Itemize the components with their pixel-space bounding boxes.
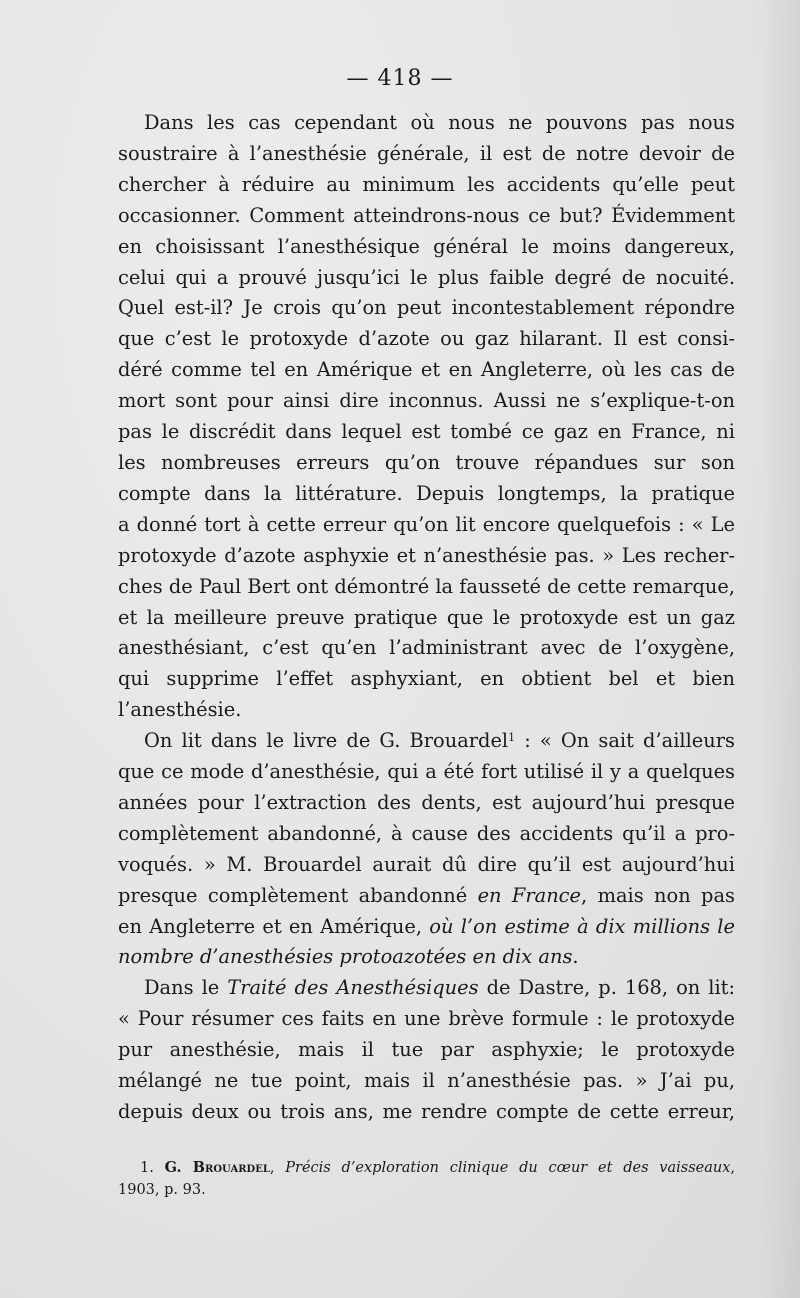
italic-text: en France xyxy=(477,883,582,907)
text-line: occasionner. Comment atteindrons-nous ce but? Évidemment xyxy=(118,203,735,227)
text-line xyxy=(118,942,735,973)
text-line: et la meilleure preuve pratique que le protoxyde est un gaz xyxy=(118,605,735,629)
text-line: déré comme tel en Amérique et en Angleterre, où les cas de xyxy=(118,358,735,382)
text-fragment: , mais non pas xyxy=(581,883,735,907)
italic-text: Traité des Anesthésiques xyxy=(227,976,479,1000)
text-line: pas le discrédit dans lequel est tombé ce gaz en France, ni xyxy=(118,420,735,444)
text-line: en choisissant l’anesthésique général le moins dangereux, xyxy=(118,234,735,258)
text-line: les nombreuses erreurs qu’on trouve répandues sur son xyxy=(118,450,735,474)
text-line: ches de Paul Bert ont démontré la fausseté de cette remarque, xyxy=(118,574,735,598)
text-line: que ce mode d’anesthésie, qui a été fort utilisé il y a quelques xyxy=(118,760,735,784)
text-line: que c’est le protoxyde d’azote ou gaz hilarant. Il est consi- xyxy=(118,327,735,351)
text-fragment: presque complètement abandonné xyxy=(118,883,478,907)
footnote-author: G. Brouardel xyxy=(164,1159,270,1176)
text-line xyxy=(118,881,735,912)
text-line: pur anesthésie, mais il tue par asphyxie; le protoxyde xyxy=(118,1038,735,1062)
text-line: Dans les cas cependant où nous ne pouvons pas nous xyxy=(144,111,735,134)
text-line: anesthésiant, c’est qu’en l’administrant avec de l’oxygène, xyxy=(118,636,735,660)
text-line: années pour l’extraction des dents, est aujourd’hui presque xyxy=(118,790,735,814)
body-text xyxy=(118,108,735,1128)
text-fragment: , xyxy=(269,1160,286,1176)
footnote-line: 1903, p. 93. xyxy=(118,1182,206,1198)
footnote-number: 1. xyxy=(140,1160,154,1176)
paragraph-3 xyxy=(118,973,735,1128)
page-number: — 418 — xyxy=(346,66,454,91)
footnote xyxy=(118,1157,735,1201)
paragraph-2 xyxy=(118,726,735,973)
italic-text: où l’on estime à dix millions le xyxy=(429,914,735,938)
text-line: depuis deux ou trois ans, me rendre compte de cette erreur, xyxy=(118,1100,735,1123)
text-fragment: . xyxy=(572,945,579,969)
text-line: chercher à réduire au minimum les accidents qu’elle peut xyxy=(118,172,735,196)
text-line: l’anesthésie. xyxy=(118,698,242,722)
text-line xyxy=(118,912,735,943)
text-line: mélangé ne tue point, mais il n’anesthésie pas. » J’ai pu, xyxy=(118,1069,735,1093)
footnote-title: Précis d’exploration clinique du cœur et des vaisseaux xyxy=(285,1160,731,1176)
text-line: complètement abandonné, à cause des accidents qu’il a pro- xyxy=(118,821,735,845)
text-line: mort sont pour ainsi dire inconnus. Aussi ne s’explique-t-on xyxy=(118,389,735,413)
text-line: a donné tort à cette erreur qu’on lit encore quelquefois : « Le xyxy=(118,512,735,536)
text-fragment: On lit dans le livre de G. Brouardel xyxy=(144,729,509,753)
text-line: qui supprime l’effet asphyxiant, en obtient bel et bien xyxy=(118,667,735,691)
text-line: compte dans la littérature. Depuis longtemps, la pratique xyxy=(118,481,735,505)
text-line: protoxyde d’azote asphyxie et n’anesthésie pas. » Les recher- xyxy=(118,543,735,567)
text-fragment: : « On sait d’ailleurs xyxy=(515,729,735,753)
italic-text: nombre d’anesthésies protoazotées en dix ans xyxy=(118,945,573,969)
text-line xyxy=(118,973,735,1004)
text-fragment: , xyxy=(730,1160,736,1176)
text-fragment: Dans le xyxy=(144,976,228,1000)
text-fragment: de Dastre, p. 168, on lit: xyxy=(478,976,735,1000)
text-line: « Pour résumer ces faits en une brève formule : le protoxyde xyxy=(118,1007,735,1031)
page-edge-shadow xyxy=(760,0,800,1298)
text-line: soustraire à l’anesthésie générale, il est de notre devoir de xyxy=(118,141,735,165)
text-line: voqués. » M. Brouardel aurait dû dire qu’il est aujourd’hui xyxy=(118,852,735,876)
footnote-line xyxy=(118,1157,735,1179)
footnote-reference: 1 xyxy=(508,731,516,745)
text-line xyxy=(118,726,735,757)
text-line: Quel est-il? Je crois qu’on peut incontestablement répondre xyxy=(118,296,735,320)
paragraph-1 xyxy=(118,108,735,726)
text-line: celui qui a prouvé jusqu’ici le plus faible degré de nocuité. xyxy=(118,265,735,289)
text-fragment: en Angleterre et en Amérique, xyxy=(118,914,430,938)
